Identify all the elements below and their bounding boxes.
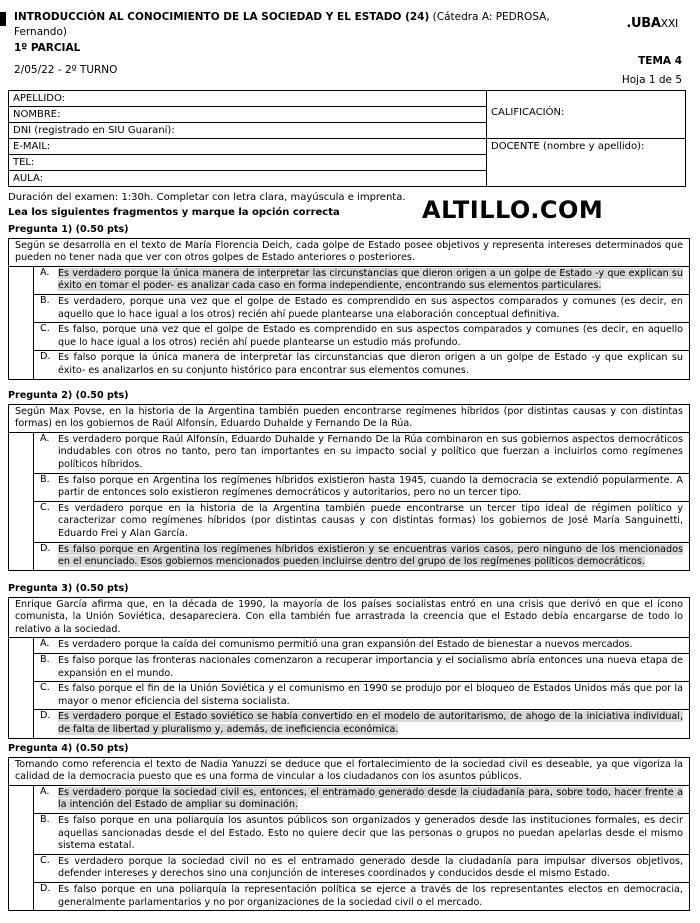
duration-note: Duración del examen: 1:30h. Completar con letra clara, mayúscula e imprenta. bbox=[8, 192, 406, 203]
question-3 bbox=[8, 583, 690, 739]
calificacion-field[interactable]: CALIFICACIÓN: bbox=[487, 91, 686, 139]
question-4 bbox=[8, 743, 690, 911]
course-title bbox=[14, 10, 554, 40]
option-c[interactable]: C. Es falso, porque una vez que el golpe de Estado es comprendido en sus aspectos comparados y comunes (es decir, en aquello que lo hace igual a los otros) recién ahí puede plantearse un estudio más profundo. bbox=[33, 323, 689, 351]
option-c[interactable]: C. Es verdadero porque en la historia de la Argentina también puede encontrarse un tercer tipo ideal de régimen político y caracterizar como regímenes híbridos (por distintas causas y con distintas formas) los gobiernos de José María Sanguinetti, Eduardo Frei y Alan García. bbox=[33, 502, 689, 543]
option-d[interactable]: D. Es verdadero porque el Estado soviético se había convertido en el modelo de autoritarismo, de ahogo de la iniciativa individual, de falta de libertad y pluralismo y, además, de ineficiencia económica. bbox=[33, 710, 689, 737]
option-b[interactable]: B. Es verdadero, porque una vez que el golpe de Estado es comprendido en sus aspectos comparados y comunes (es decir, en aquello que lo hace igual a los otros) recién ahí puede plantearse una elaboración conceptual definitiva. bbox=[33, 295, 689, 323]
tel-field[interactable]: TEL: bbox=[9, 155, 487, 171]
instructions-heading: Lea los siguientes fragmentos y marque la opción correcta bbox=[8, 207, 340, 218]
aula-field[interactable]: AULA: bbox=[9, 171, 487, 187]
question-title: Pregunta 3) (0.50 pts) bbox=[8, 583, 129, 594]
exam-date: 2/05/22 - 2º TURNO bbox=[14, 64, 118, 76]
apellido-field[interactable]: APELLIDO: bbox=[9, 91, 487, 107]
question-title: Pregunta 1) (0.50 pts) bbox=[8, 224, 129, 235]
question-1 bbox=[8, 224, 690, 380]
option-a[interactable]: A. Es verdadero porque la única manera de interpretar las circunstancias que dieron origen a un golpe de Estado -y que explican su éxito en tomar el poder- es analizar cada caso en forma independiente, encontrando sus elementos particulares. bbox=[33, 267, 689, 295]
question-title: Pregunta 2) (0.50 pts) bbox=[8, 390, 129, 401]
uba-logo: .UBAXXI bbox=[626, 16, 678, 31]
docente-field[interactable]: DOCENTE (nombre y apellido): bbox=[487, 139, 686, 187]
option-b[interactable]: B. Es falso porque las fronteras nacionales comenzaron a recuperar importancia y el socialismo abría entonces una nueva etapa de expansión en el mundo. bbox=[33, 654, 689, 682]
option-d[interactable]: D. Es falso porque en una poliarquía la representación política se ejerce a través de los representantes electos en democracia, generalmente parlamentarios y no por organizaciones de la sociedad civil o el mercado. bbox=[33, 883, 689, 910]
student-form bbox=[8, 90, 686, 187]
tema-label: TEMA 4 bbox=[638, 55, 682, 67]
option-b[interactable]: B. Es falso porque en una poliarquía los asuntos públicos son organizados y generados desde las instituciones formales, es decir aquellas sancionadas desde el del Estado. Esto no quiere decir que las personas o grupos no puedan apelarlas desde el mismo sistema estatal. bbox=[33, 814, 689, 855]
watermark: ALTILLO.COM bbox=[422, 196, 604, 224]
question-2 bbox=[8, 390, 690, 571]
page-number: Hoja 1 de 5 bbox=[621, 74, 682, 86]
option-d[interactable]: D. Es falso porque la única manera de interpretar las circunstancias que dieron origen a un golpe de Estado -y que explican su éxito- es analizarlos en su conjunto histórico para encontrar sus elementos comunes. bbox=[33, 351, 689, 378]
option-a[interactable]: A. Es verdadero porque la sociedad civil es, entonces, el entramado generado desde la ciudadanía para, sobre todo, hacer frente a la intención del Estado de ampliar su dominación. bbox=[33, 786, 689, 814]
option-c[interactable]: C. Es falso porque el fin de la Unión Soviética y el comunismo en 1990 se produjo por el bloqueo de Estados Unidos más que por la mayor o menor eficiencia del sistema socialista. bbox=[33, 682, 689, 710]
dni-field[interactable]: DNI (registrado en SIU Guaraní): bbox=[9, 123, 487, 139]
option-a[interactable]: A. Es verdadero porque Raúl Alfonsín, Eduardo Duhalde y Fernando De la Rúa combinaron en sus gobiernos aspectos democráticos indudables con otros no tanto, pero tan importantes en su impacto social y político que fuerzan a incluirlos como regímenes políticos híbridos. bbox=[33, 433, 689, 474]
option-a[interactable]: A. Es verdadero porque la caída del comunismo permitió una gran expansión del Estado de bienestar a nuevos mercados. bbox=[33, 638, 689, 654]
question-title: Pregunta 4) (0.50 pts) bbox=[8, 743, 129, 754]
email-field[interactable]: E-MAIL: bbox=[9, 139, 487, 155]
question-stem: Según se desarrolla en el texto de María Florencia Deich, cada golpe de Estado posee objetivos y representa intereses determinados que pueden no tener nada que ver con otros golpes de Estado anteriores o posteriores. bbox=[9, 239, 689, 267]
course-title-bold: INTRODUCCIÓN AL CONOCIMIENTO DE LA SOCIEDAD Y EL ESTADO (24) bbox=[14, 11, 430, 23]
question-stem: Enrique García afirma que, en la década de 1990, la mayoría de los países socialistas entró en una crisis que derivó en que el ícono comunista, la Unión Soviética, desapareciera. Con ella también fue arrastrada la creencia que el Estado debía encargarse de todo lo relativo a la sociedad. bbox=[9, 598, 689, 639]
nombre-field[interactable]: NOMBRE: bbox=[9, 107, 487, 123]
option-c[interactable]: C. Es verdadero porque la sociedad civil no es el entramado generado desde la ciudadanía para impulsar diversos objetivos, defender intereses y derechos sino una conjunción de intereses coordinados y conducidos desde el mismo Estado. bbox=[33, 855, 689, 883]
parcial-label: 1º PARCIAL bbox=[14, 42, 81, 54]
option-d[interactable]: D. Es falso porque en Argentina los regímenes híbridos existieron y se encuentras varios casos, pero ninguno de los mencionados en el enunciado. Esos gobiernos mencionados pueden incluirse dentro del grupo de los regímenes políticos democráticos. bbox=[33, 543, 689, 570]
header-marker bbox=[0, 12, 6, 26]
question-stem: Tomando como referencia el texto de Nadia Yanuzzi se deduce que el fortalecimiento de la sociedad civil es deseable, ya que vigoriza la calidad de la democracia puesto que es una forma de vincular a los ciudadanos con los asuntos públicos. bbox=[9, 758, 689, 786]
question-stem: Según Max Povse, en la historia de la Argentina también pueden encontrarse regímenes híbridos (por distintas causas y con distintas formas) en los gobiernos de Raúl Alfonsín, Eduardo Duhalde y Fernando De la Rúa. bbox=[9, 405, 689, 433]
option-b[interactable]: B. Es falso porque en Argentina los regímenes híbridos existieron hasta 1945, cuando la democracia se extendió popularmente. A partir de entonces solo existieron regímenes democráticos y autoritarios, pero no un tercer tipo. bbox=[33, 474, 689, 502]
course-title-rest: (Cátedra A: PEDROSA, Fernando) bbox=[14, 11, 550, 38]
